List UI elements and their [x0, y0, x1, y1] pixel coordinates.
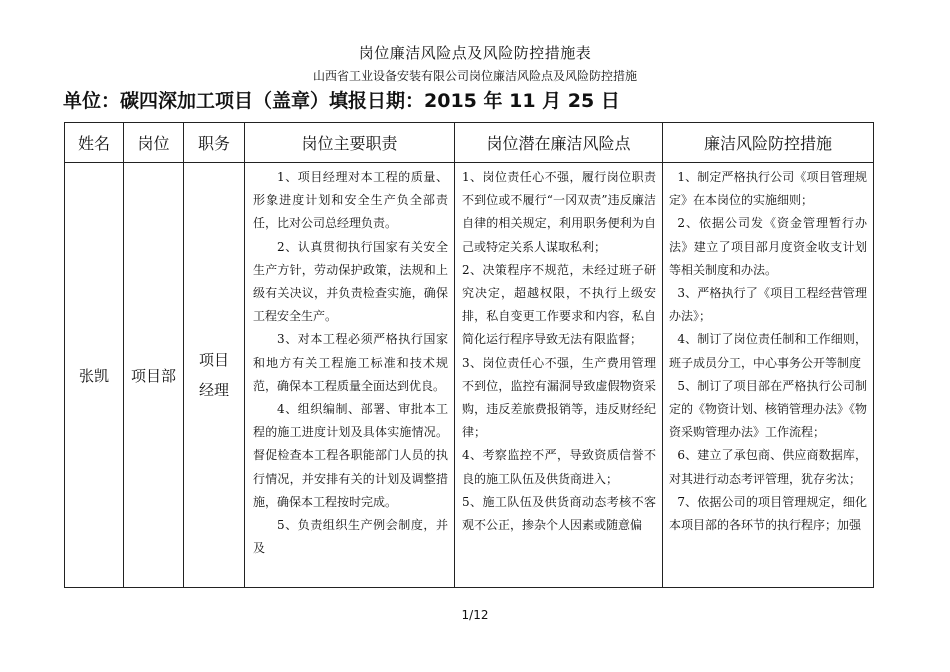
- measure-item: 1、制定严格执行公司《项目管理规定》在本岗位的实施细则；: [669, 170, 867, 208]
- header-measures: 廉洁风险防控措施: [663, 123, 874, 163]
- risk-item: 3、岗位责任心不强，生产费用管理不到位，监控有漏洞导致虚假物资采购，违反差旅费报销等，违反财经纪律；: [462, 355, 656, 440]
- measure-item: 5、制订了项目部在严格执行公司制定的《物资计划、核销管理办法》《物资采购管理办法》工作流程；: [669, 378, 868, 440]
- risk-item: 2、决策程序不规范，未经过班子研究决定，超越权限，不执行上级安排，私自变更工作要求和内容，私自简化运行程序导致无法有限监督；: [462, 262, 656, 347]
- measure-item: 3、严格执行了《项目工程经营管理办法》；: [669, 286, 867, 324]
- duty-item: 5、负责组织生产例会制度，并及: [253, 518, 448, 556]
- measure-item: 2、依据公司发《资金管理暂行办法》建立了项目部月度资金收支计划等相关制度和办法。: [669, 216, 867, 277]
- person-name: 张凯: [78, 366, 109, 385]
- measure-item: 4、制订了岗位责任制和工作细则，班子成员分工，中心事务公开等制度: [669, 332, 867, 370]
- header-department: 岗位: [124, 123, 184, 163]
- cell-department: [124, 163, 184, 588]
- risk-item: 5、施工队伍及供货商动态考核不客观不公正，掺杂个人因素或随意偏: [462, 494, 656, 533]
- position-value: 项目经理: [198, 351, 229, 399]
- duty-item: 4、组织编制、部署、审批本工程的施工进度计划及具体实施情况。督促检查本工程各职能部门人员的执行情况，并安排有关的计划及调整措施，确保本工程按时完成。: [253, 402, 448, 509]
- risk-item: 1、岗位责任心不强，履行岗位职责不到位或不履行“一冈双责”违反廉洁自律的相关规定，利用职务便利为自己或特定关系人谋取私利；: [462, 170, 656, 254]
- cell-name: [65, 163, 124, 588]
- duty-item: 1、项目经理对本工程的质量、形象进度计划和安全生产负全部责任，比对公司总经理负责。: [253, 170, 448, 231]
- table-header-row: [65, 123, 874, 163]
- header-name: 姓名: [65, 123, 124, 163]
- unit-and-date-line: 单位：碳四深加工项目（盖章）填报日期：2015 年 11 月 25 日: [63, 90, 620, 112]
- cell-position: [184, 163, 245, 588]
- document-title: 岗位廉洁风险点及风险防控措施表: [358, 44, 592, 62]
- risk-item: 4、考察监控不严，导致资质信誉不良的施工队伍及供货商进入；: [462, 448, 656, 486]
- header-risks: 岗位潜在廉洁风险点: [455, 123, 663, 163]
- cell-duties: [245, 163, 455, 588]
- header-duties: 岗位主要职责: [245, 123, 455, 163]
- measure-item: 7、依据公司的项目管理规定，细化本项目部的各环节的执行程序；加强: [669, 494, 867, 533]
- cell-measures: [663, 163, 874, 588]
- header-position: 职务: [184, 123, 245, 163]
- document-subtitle: 山西省工业设备安装有限公司岗位廉洁风险点及风险防控措施: [312, 69, 637, 83]
- duty-item: 3、对本工程必须严格执行国家和地方有关工程施工标准和技术规范，确保本工程质量全面达到优良。: [253, 332, 448, 393]
- department-value: 项目部: [130, 366, 176, 385]
- cell-risks: [455, 163, 663, 588]
- page-number: 1/12: [461, 608, 489, 622]
- table-row: [65, 163, 874, 588]
- duty-item: 2、认真贯彻执行国家有关安全生产方针，劳动保护政策，法规和上级有关决议，并负责检查实施，确保工程安全生产。: [253, 239, 448, 324]
- risk-table: [64, 122, 874, 588]
- measure-item: 6、建立了承包商、供应商数据库，对其进行动态考评管理，犹存劣汰；: [669, 448, 867, 486]
